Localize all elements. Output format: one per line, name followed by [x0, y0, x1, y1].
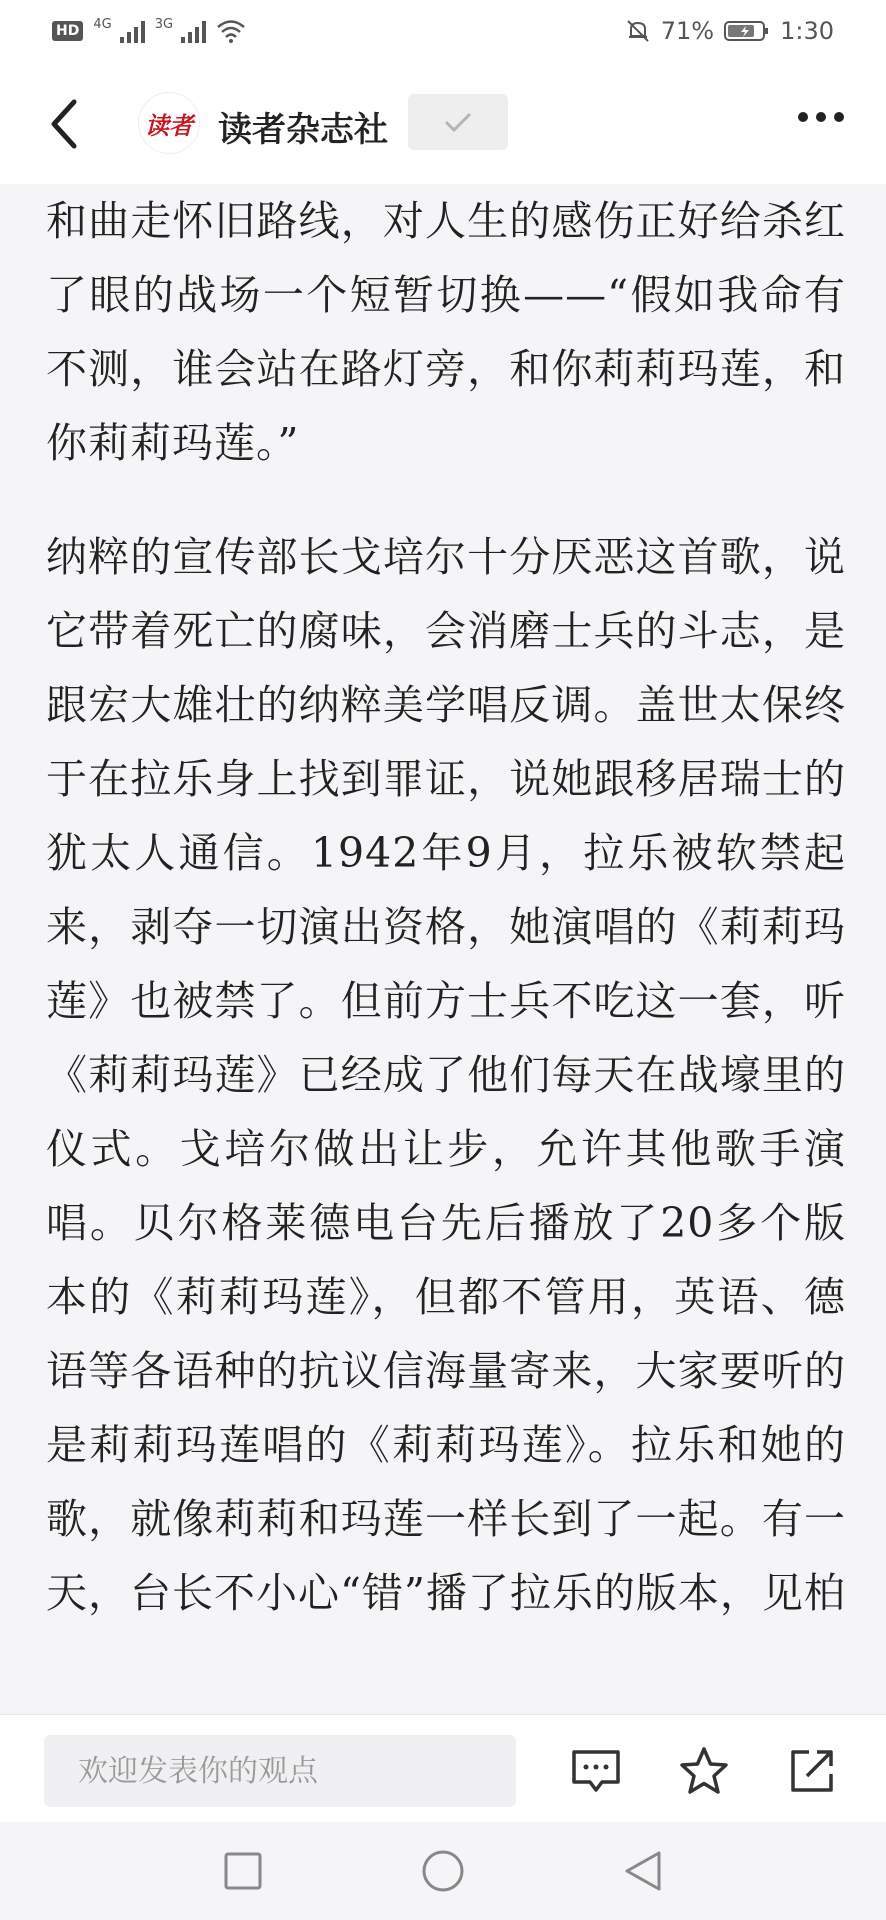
- status-left: [52, 17, 246, 46]
- more-icon-dot: [798, 112, 808, 122]
- recent-apps-button[interactable]: [218, 1846, 268, 1896]
- system-nav-bar: [0, 1822, 886, 1920]
- article-body[interactable]: [46, 184, 846, 1714]
- hd-badge: HD: [52, 21, 83, 41]
- publisher-logo[interactable]: [138, 92, 200, 154]
- network-4g-label: 4G: [93, 16, 112, 32]
- status-right: [625, 17, 834, 45]
- checkmark-icon: [442, 110, 474, 134]
- more-icon-dot: [816, 112, 826, 122]
- publisher-name[interactable]: 读者杂志社: [218, 110, 388, 150]
- share-button[interactable]: [782, 1741, 842, 1801]
- comment-bar: [0, 1714, 886, 1822]
- wifi-icon: [216, 19, 246, 43]
- more-button[interactable]: [798, 112, 844, 122]
- follow-button[interactable]: [408, 94, 508, 150]
- comment-input[interactable]: [44, 1735, 516, 1807]
- network-3g-label: 3G: [154, 16, 174, 32]
- publisher-logo-text: 读者: [145, 110, 193, 140]
- favorite-button[interactable]: [674, 1741, 734, 1801]
- signal-icon-2: [181, 19, 206, 43]
- battery-icon: [724, 19, 770, 43]
- comment-icon: [570, 1746, 622, 1796]
- battery-percent: 71%: [660, 17, 715, 45]
- more-icon-dot: [834, 112, 844, 122]
- status-bar: [0, 0, 886, 62]
- article-header: [0, 62, 886, 184]
- home-button[interactable]: [418, 1846, 468, 1896]
- clock: 1:30: [780, 17, 834, 45]
- article-paragraph: 和曲走怀旧路线，对人生的感伤正好给杀红了眼的战场一个短暂切换——“假如我命有不测，谁会站在路灯旁，和你莉莉玛莲，和你莉莉玛莲。”: [46, 197, 846, 467]
- share-icon: [787, 1746, 837, 1796]
- signal-icon: [120, 19, 145, 43]
- triangle-back-icon: [623, 1849, 663, 1893]
- comment-button[interactable]: [566, 1741, 626, 1801]
- square-icon: [223, 1851, 263, 1891]
- back-button[interactable]: [46, 96, 86, 152]
- star-icon: [677, 1745, 731, 1797]
- article-paragraph: 纳粹的宣传部长戈培尔十分厌恶这首歌，说它带着死亡的腐味，会消磨士兵的斗志，是跟宏大雄壮的纳粹美学唱反调。盖世太保终于在拉乐身上找到罪证，说她跟移居瑞士的犹太人通信。1942年9月，拉乐被软禁起来，剥夺一切演出资格，她演唱的《莉莉玛莲》也被禁了。但前方士兵不吃这一套，听《莉莉玛莲》已经成了他们每天在战壕里的仪式。戈培尔做出让步，允许其他歌手演唱。贝尔格莱德电台先后播放了20多个版本的《莉莉玛莲》，但都不管用，英语、德语等各语种的抗议信海量寄来，大家要听的是莉莉玛莲唱的《莉莉玛莲》。拉乐和她的歌，就像莉莉和玛莲一样长到了一起。有一天，台长不小心“错”播了拉乐的版本，见柏: [46, 533, 846, 1617]
- circle-icon: [421, 1849, 465, 1893]
- nav-back-button[interactable]: [618, 1846, 668, 1896]
- back-arrow-icon: [46, 96, 86, 152]
- mute-bell-icon: [625, 18, 651, 44]
